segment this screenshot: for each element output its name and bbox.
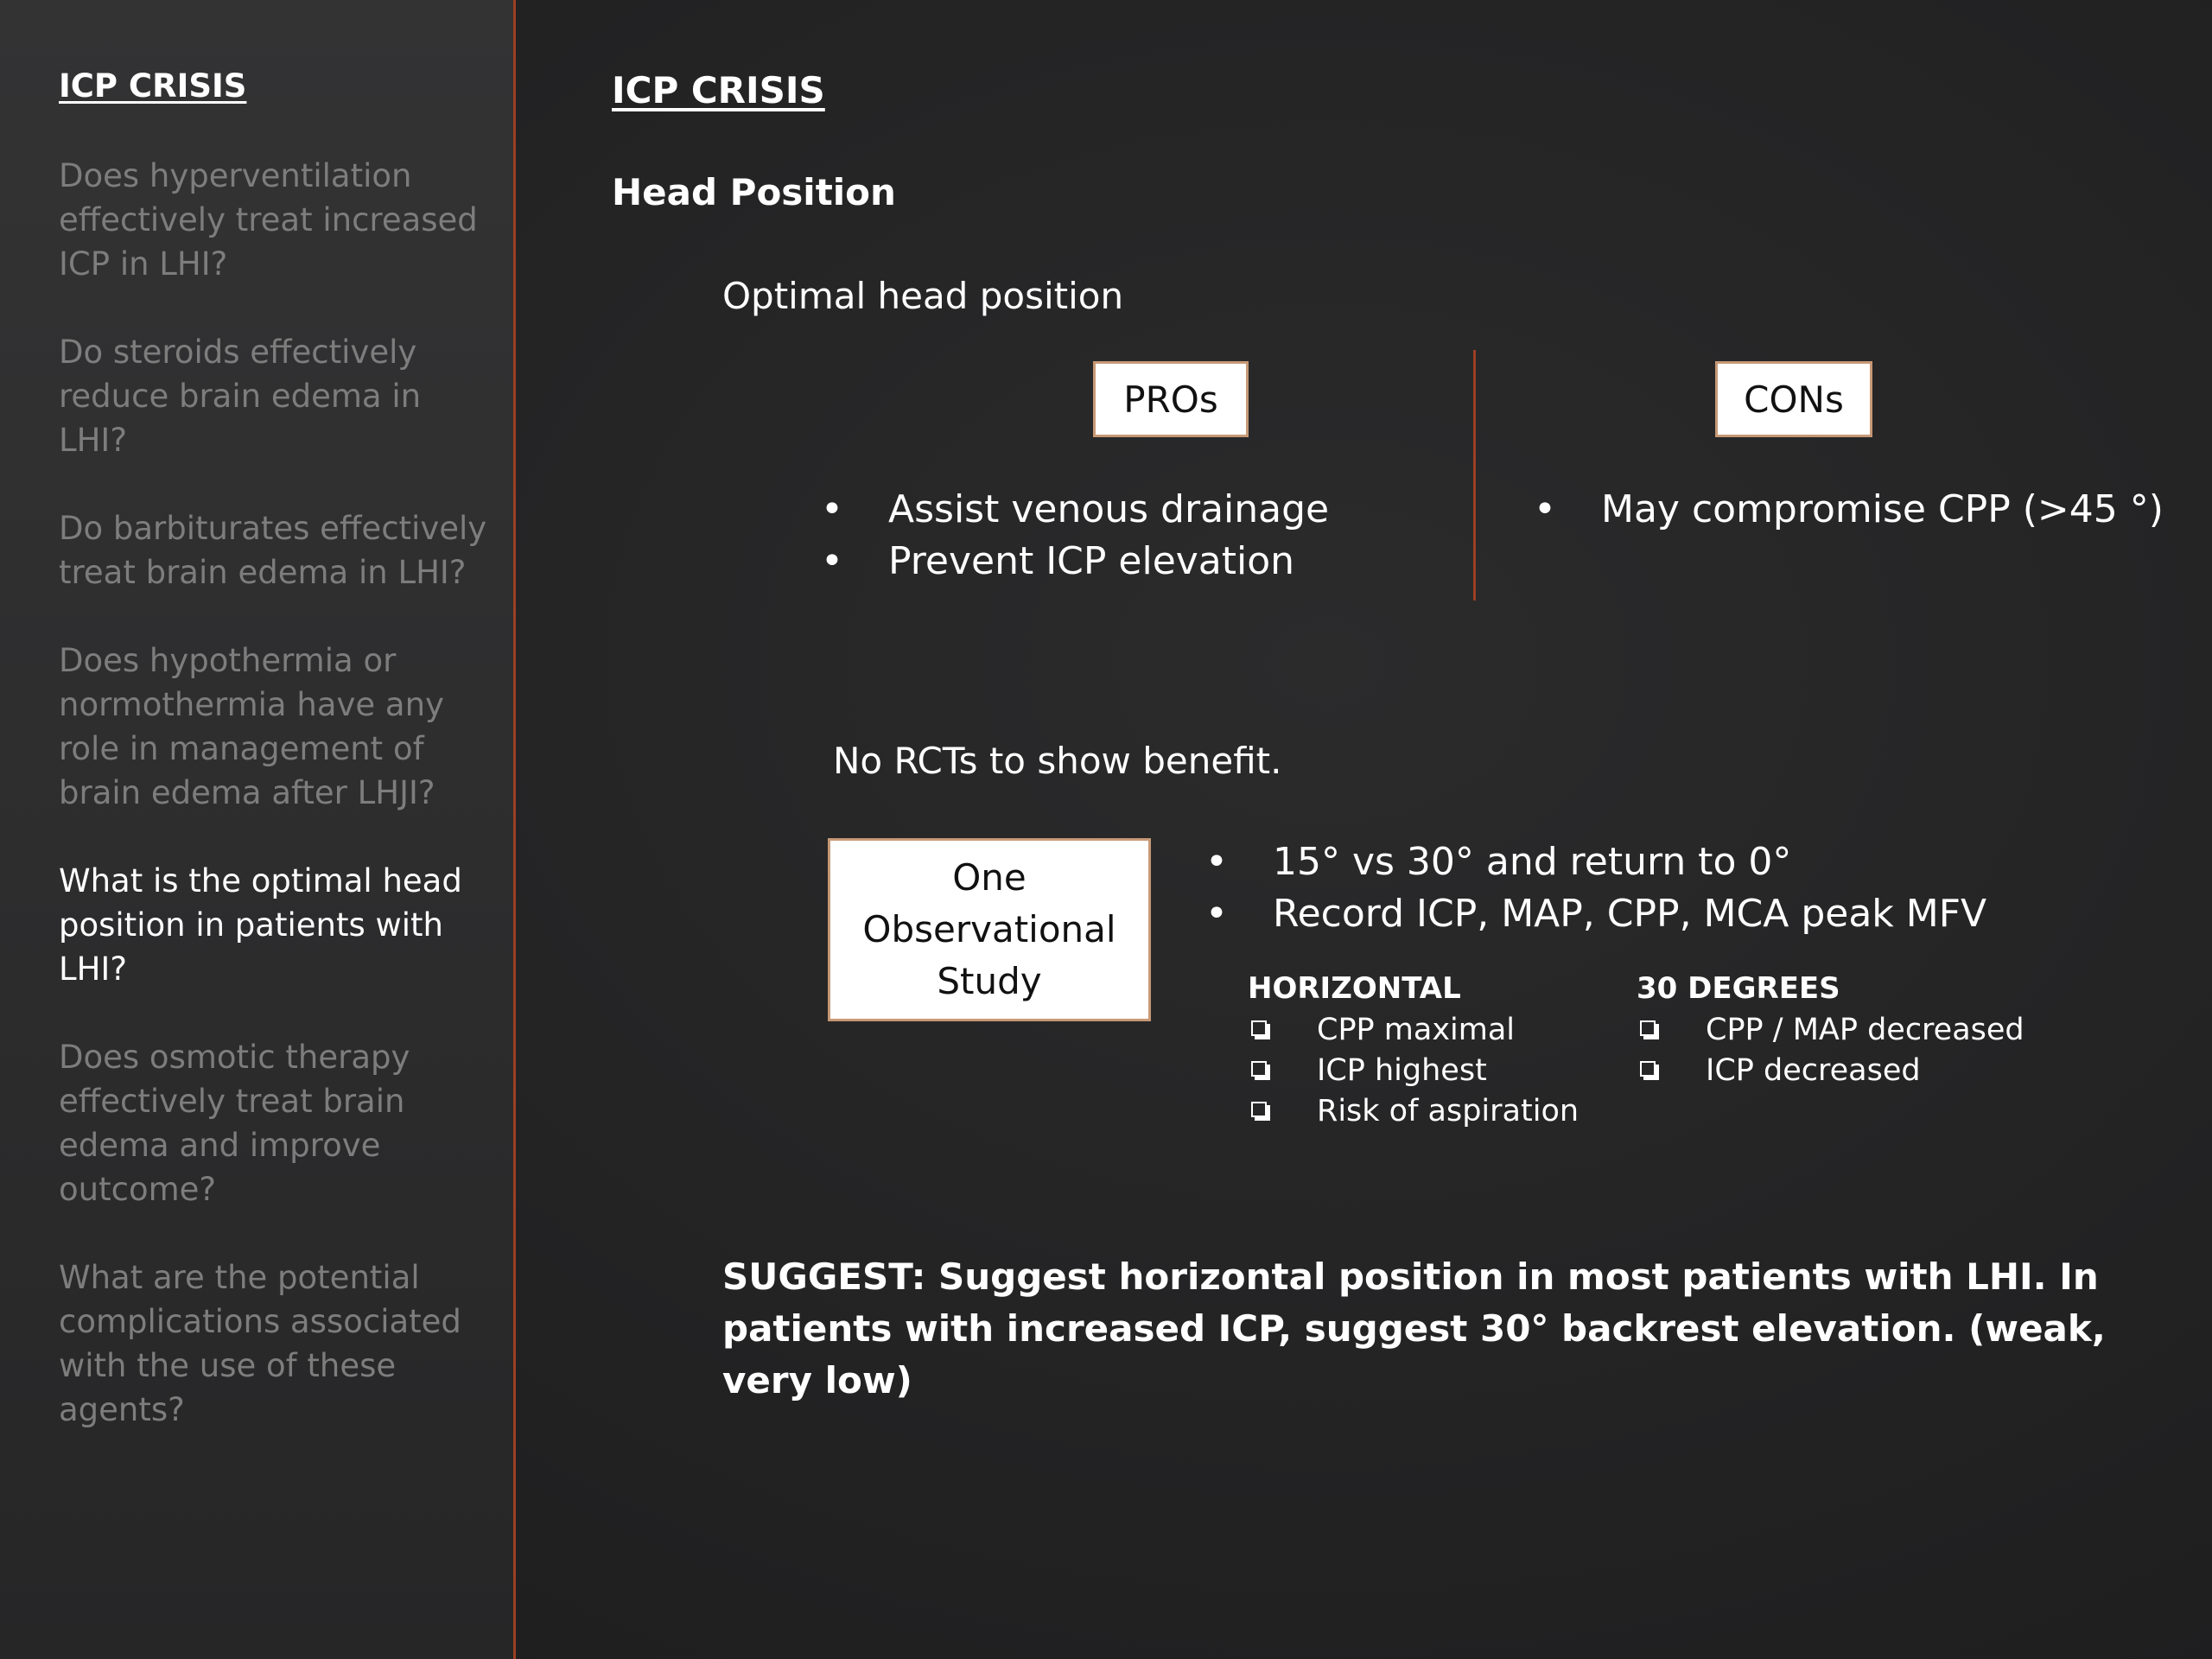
checkbox-icon (1251, 1061, 1267, 1077)
finding-label: ICP decreased (1706, 1053, 1921, 1088)
sidebar-item-complications[interactable]: What are the potential complications associated with the use of these agents? (59, 1259, 461, 1428)
sidebar-divider (513, 0, 516, 1659)
finding-item (1248, 1051, 1579, 1091)
sidebar-question-list (59, 154, 491, 1476)
cons-list (1534, 484, 2164, 536)
study-box-line: Observational (862, 908, 1116, 950)
study-box-line: Study (937, 960, 1042, 1002)
pros-box: PROs (1093, 361, 1249, 437)
sidebar-item-hypothermia[interactable]: Does hypothermia or normothermia have any role in management of brain edema after LHJI? (59, 642, 444, 811)
sidebar-title[interactable]: ICP CRISIS (59, 67, 247, 105)
sidebar (0, 0, 513, 1659)
study-box-line: One (952, 856, 1027, 899)
sidebar-item-barbiturates[interactable]: Do barbiturates effectively treat brain edema in LHI? (59, 510, 487, 591)
checkbox-icon (1251, 1020, 1267, 1036)
cons-item: • May compromise CPP (>45 °) (1534, 484, 2164, 536)
pros-item: • Prevent ICP elevation (821, 536, 1329, 588)
cons-box: CONs (1715, 361, 1872, 437)
page-title: ICP CRISIS (612, 69, 825, 111)
question-text: Optimal head position (722, 275, 1124, 317)
finding-item (1637, 1051, 2024, 1091)
checkbox-icon (1251, 1102, 1267, 1117)
checkbox-icon (1640, 1020, 1656, 1036)
finding-item (1248, 1091, 1579, 1132)
finding-label: Risk of aspiration (1317, 1094, 1580, 1128)
finding-item (1248, 1010, 1579, 1051)
thirty-degrees-heading: 30 DEGREES (1637, 971, 1840, 1006)
horizontal-findings (1248, 969, 1579, 1132)
pros-item: • Assist venous drainage (821, 484, 1329, 536)
sidebar-item-steroids[interactable]: Do steroids effectively reduce brain edema in LHI? (59, 334, 422, 459)
finding-label: CPP / MAP decreased (1706, 1013, 2024, 1047)
study-details-list (1205, 836, 1986, 940)
checkbox-icon (1640, 1061, 1656, 1077)
finding-item (1637, 1010, 2024, 1051)
finding-label: ICP highest (1317, 1053, 1487, 1088)
section-heading: Head Position (612, 171, 896, 213)
sidebar-item-osmotic-therapy[interactable]: Does osmotic therapy effectively treat brain edema and improve outcome? (59, 1039, 410, 1208)
finding-label: CPP maximal (1317, 1013, 1516, 1047)
study-detail-item: • 15° vs 30° and return to 0° (1205, 836, 1986, 888)
thirty-degrees-findings (1637, 969, 2024, 1091)
horizontal-heading: HORIZONTAL (1248, 971, 1461, 1006)
sidebar-item-hyperventilation[interactable]: Does hyperventilation effectively treat increased ICP in LHI? (59, 157, 478, 283)
pros-list (821, 484, 1329, 588)
observational-study-box (828, 838, 1151, 1021)
evidence-note: No RCTs to show benefit. (833, 740, 1282, 782)
sidebar-item-head-position[interactable]: What is the optimal head position in patients with LHI? (59, 862, 462, 988)
pros-cons-divider (1473, 350, 1476, 601)
recommendation-text: SUGGEST: Suggest horizontal position in most patients with LHI. In patients with increased ICP, suggest 30° backrest elevation. (weak, very low) (722, 1255, 2106, 1402)
study-detail-item: • Record ICP, MAP, CPP, MCA peak MFV (1205, 888, 1986, 940)
